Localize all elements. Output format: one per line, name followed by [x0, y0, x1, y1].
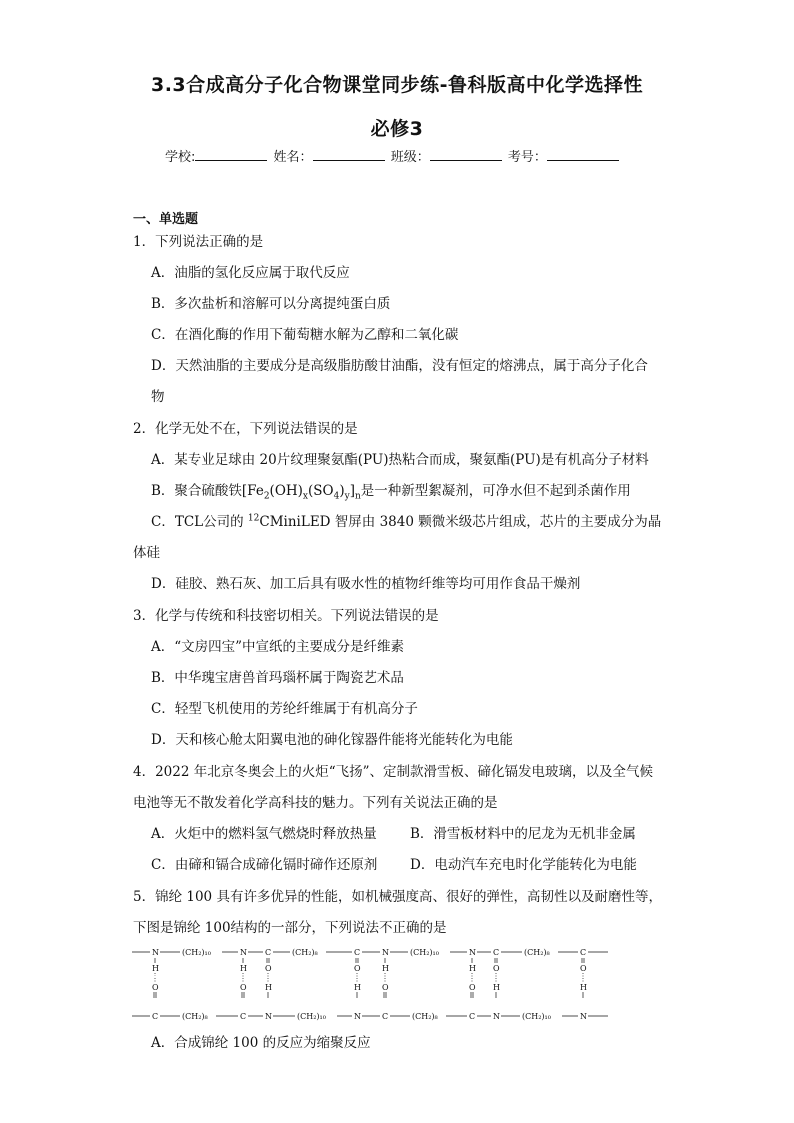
group-ch2-8: (CH₂)₈ [412, 1012, 438, 1021]
atom-o: O [382, 983, 389, 992]
group-ch2-10: (CH₂)₁₀ [182, 948, 211, 957]
bond-atom-labels [152, 964, 587, 992]
question-2-option-b [151, 482, 631, 500]
atom-h: H [354, 983, 361, 992]
atom-h: H [469, 964, 476, 973]
atom-o: O [354, 964, 361, 973]
document-title-line1: 3.3合成高分子化合物课堂同步练-鲁科版高中化学选择性 [150, 74, 644, 96]
question-3-option-a: A．“文房四宝”中宣纸的主要成分是纤维素 [151, 639, 405, 655]
atom-n: N [493, 1012, 500, 1021]
question-1-option-b: B．多次盐析和溶解可以分离提纯蛋白质 [151, 296, 391, 312]
atom-h: H [265, 983, 272, 992]
q2b-part: (SO [308, 483, 334, 499]
class-blank[interactable] [430, 148, 502, 161]
question-3-option-b: B．中华瑰宝唐兽首玛瑙杯属于陶瓷艺术品 [151, 670, 404, 686]
atom-o: O [469, 983, 476, 992]
question-4-stem: 4．2022 年北京冬奥会上的火炬“飞扬”、定制款滑雪板、碲化镉发电玻璃，以及全气候 [133, 764, 654, 780]
atom-o: O [580, 964, 587, 973]
question-4-option-d: D．电动汽车充电时化学能转化为电能 [410, 857, 637, 873]
question-5-stem-cont: 下图是锦纶 100结构的一部分，下列说法不正确的是 [133, 920, 447, 936]
student-info-row [165, 146, 621, 165]
atom-h: H [240, 964, 247, 973]
question-4-stem-cont: 电池等无不散发着化学高科技的魅力。下列有关说法正确的是 [133, 795, 498, 811]
nylon-structure-diagram [130, 944, 610, 1024]
question-3-stem: 3．化学与传统和科技密切相关。下列说法错误的是 [133, 608, 439, 624]
atom-c: C [580, 948, 587, 957]
atom-o: O [265, 964, 272, 973]
q2b-part: (OH) [269, 483, 303, 499]
school-blank[interactable] [195, 148, 267, 161]
group-ch2-8: (CH₂)₈ [524, 948, 550, 957]
name-label: 姓名： [273, 150, 313, 165]
atom-c: C [354, 948, 361, 957]
school-label: 学校: [165, 150, 196, 165]
atom-o: O [493, 964, 500, 973]
atom-n: N [354, 1012, 361, 1021]
name-blank[interactable] [313, 148, 385, 161]
question-1-option-a: A．油脂的氢化反应属于取代反应 [151, 265, 350, 281]
question-4-option-b: B．滑雪板材料中的尼龙为无机非金属 [410, 826, 636, 842]
q2b-part: ) [339, 483, 345, 499]
atom-o: O [152, 983, 159, 992]
atom-c: C [265, 948, 272, 957]
question-5-stem: 5．锦纶 100 具有许多优异的性能，如机械强度高、很好的弹性，高韧性以及耐磨性等， [133, 889, 662, 905]
q2b-part: ] [349, 483, 355, 499]
atom-n: N [152, 948, 159, 957]
question-4-option-c: C．由碲和镉合成碲化镉时碲作还原剂 [151, 857, 378, 873]
group-ch2-8: (CH₂)₈ [182, 1012, 208, 1021]
q2c-part: CMiniLED 智屏由 3840 颗微米级芯片组成，芯片的主要成分为晶 [259, 514, 662, 530]
group-ch2-8: (CH₂)₈ [292, 948, 318, 957]
atom-n: N [580, 1012, 587, 1021]
question-2-option-c [151, 513, 661, 531]
q2c-sup: 12 [247, 513, 260, 524]
atom-h: H [493, 983, 500, 992]
atom-c: C [469, 1012, 476, 1021]
question-2-option-c-cont: 体硅 [133, 545, 160, 561]
q2b-sub: 2 [263, 491, 270, 502]
question-1-option-c: C．在酒化酶的作用下葡萄糖水解为乙醇和二氧化碳 [151, 327, 459, 343]
atom-h: H [152, 964, 159, 973]
atom-h: H [580, 983, 587, 992]
atom-n: N [265, 1012, 272, 1021]
atom-h: H [382, 964, 389, 973]
question-1-stem: 1．下列说法正确的是 [133, 234, 264, 250]
question-3-option-d: D．天和核心舱太阳翼电池的砷化镓器件能将光能转化为电能 [151, 732, 513, 748]
atom-n: N [382, 948, 389, 957]
atom-c: C [152, 1012, 159, 1021]
q2b-part: 是一种新型絮凝剂，可净水但不起到杀菌作用 [360, 483, 631, 499]
q2c-part: C．TCL公司的 [151, 514, 248, 530]
question-2-stem: 2．化学无处不在，下列说法错误的是 [133, 421, 358, 437]
atom-c: C [240, 1012, 247, 1021]
number-blank[interactable] [547, 148, 619, 161]
question-5-option-a: A．合成锦纶 100 的反应为缩聚反应 [151, 1035, 371, 1051]
atom-n: N [240, 948, 247, 957]
question-2-option-a: A．某专业足球由 20片纹理聚氨酯(PU)热粘合而成，聚氨酯(PU)是有机高分子材料 [151, 452, 649, 468]
q2b-part: B．聚合硫酸铁[Fe [151, 483, 264, 499]
section-heading: 一、单选题 [133, 212, 199, 227]
q2b-sub: n [354, 491, 361, 502]
group-ch2-10: (CH₂)₁₀ [522, 1012, 551, 1021]
atom-c: C [493, 948, 500, 957]
question-1-option-d-cont: 物 [151, 389, 165, 405]
q2b-sub: y [344, 491, 350, 502]
q2b-sub: x [302, 491, 308, 502]
group-ch2-10: (CH₂)₁₀ [410, 948, 439, 957]
atom-c: C [382, 1012, 389, 1021]
question-1-option-d: D．天然油脂的主要成分是高级脂肪酸甘油酯，没有恒定的熔沸点，属于高分子化合 [151, 358, 648, 374]
atom-n: N [469, 948, 476, 957]
hydrogen-bond-columns [154, 958, 584, 998]
question-2-option-d: D．硅胶、熟石灰、加工后具有吸水性的植物纤维等均可用作食品干燥剂 [151, 576, 581, 592]
class-label: 班级： [390, 150, 430, 165]
q2b-sub: 4 [333, 491, 340, 502]
number-label: 考号： [507, 150, 547, 165]
group-ch2-10: (CH₂)₁₀ [297, 1012, 326, 1021]
question-3-option-c: C．轻型飞机使用的芳纶纤维属于有机高分子 [151, 701, 418, 717]
atom-o: O [240, 983, 247, 992]
question-4-option-a: A．火炬中的燃料氢气燃烧时释放热量 [151, 826, 377, 842]
document-title-line2: 必修3 [370, 118, 424, 140]
